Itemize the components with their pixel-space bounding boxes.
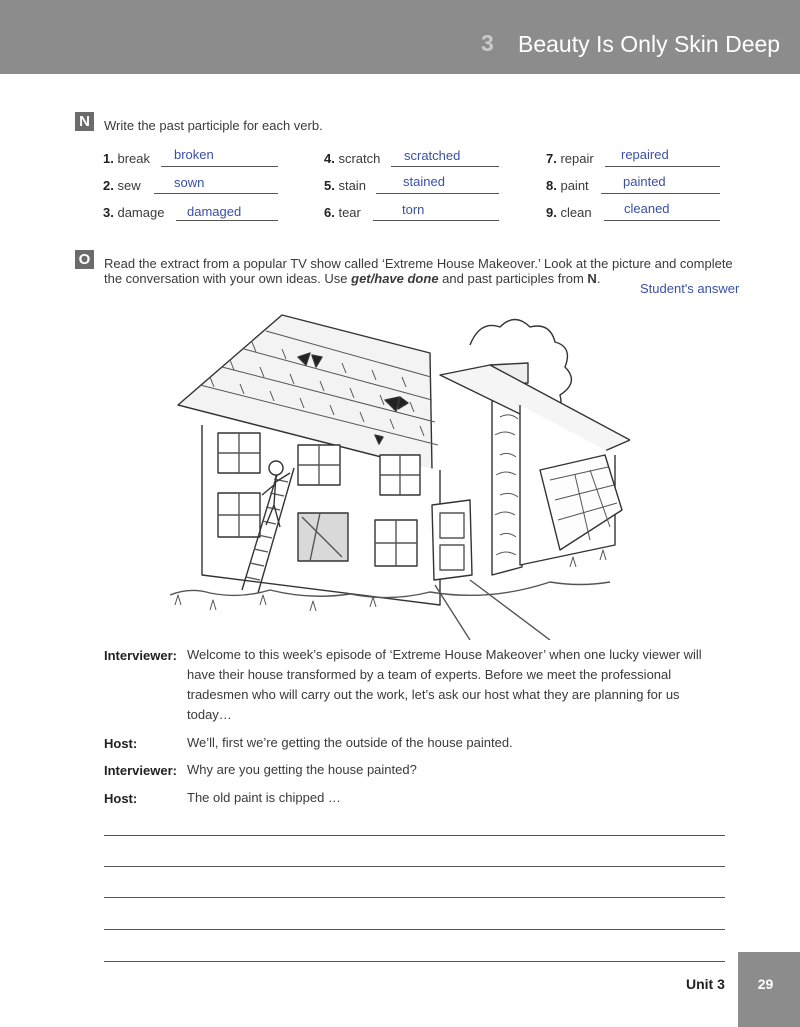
item-verb: clean [560,205,592,220]
answer-text-1: broken [174,147,214,162]
exercise-item-5 [324,178,366,193]
item-verb: paint [560,178,589,193]
item-number: 3. [103,205,114,220]
writing-line[interactable] [104,929,725,930]
painter [269,461,283,475]
instruction-ref: N [587,271,597,286]
dialogue-speaker-4: Host: [104,791,138,806]
item-number: 5. [324,178,335,193]
exercise-item-9 [546,205,592,220]
answer-text-4: scratched [404,148,461,163]
dialogue-text-1: Welcome to this week’s episode of ‘Extreme House Makeover’ when one lucky viewer will have their house transformed by a team of experts. Before we meet the professional tradesmen who will carry out the work, let’s ask our host what they are planning for us today… [187,647,702,722]
page-number: 29 [757,976,774,992]
answer-text-3: damaged [187,204,242,219]
item-verb: stain [338,178,366,193]
item-verb: scratch [338,151,381,166]
unit-number: 3 [481,30,494,56]
answer-text-5: stained [403,174,445,189]
answer-text-7: repaired [621,147,669,162]
exercise-item-4 [324,151,380,166]
answer-field-2[interactable] [154,179,278,194]
item-verb: sew [117,178,141,193]
dialogue-text-3: Why are you getting the house painted? [187,762,417,777]
exercise-item-1 [103,151,150,166]
writing-line[interactable] [104,835,725,836]
exercise-item-8 [546,178,589,193]
instruction-end: . [596,271,601,286]
writing-line[interactable] [104,961,725,962]
exercise-item-7 [546,151,594,166]
dialogue-speaker-2: Host: [104,736,138,751]
item-number: 4. [324,151,335,166]
instruction-line-1: Read the extract from a popular TV show called ‘Extreme House Makeover.’ Look at the picture and complete [104,256,733,271]
dialogue-speaker-1: Interviewer: [104,648,177,663]
item-number: 9. [546,205,557,220]
dialogue-text-2: We’ll, first we’re getting the outside of the house painted. [187,735,513,750]
section-o-badge: O [75,250,94,269]
instruction-emphasis: get/have done [351,271,439,286]
instruction-line-2: the conversation with your own ideas. Use [104,271,352,286]
exercise-item-6 [324,205,361,220]
item-number: 2. [103,178,114,193]
exercise-item-2 [103,178,141,193]
house-illustration [170,305,630,640]
answer-text-6: torn [402,202,425,217]
page-header [0,0,800,74]
writing-line[interactable] [104,866,725,867]
answer-text-9: cleaned [624,201,670,216]
item-verb: break [117,151,150,166]
front-door [432,500,472,580]
front-path [435,580,550,640]
footer-unit-label: Unit 3 [686,976,725,992]
item-verb: damage [117,205,165,220]
item-verb: repair [560,151,594,166]
item-number: 7. [546,151,557,166]
item-number: 8. [546,178,557,193]
section-n-instruction: Write the past participle for each verb. [104,118,323,133]
instruction-mid: and past participles from [438,271,588,286]
answer-text-2: sown [174,175,205,190]
item-verb: tear [338,205,361,220]
answer-text-8: painted [623,174,666,189]
dialogue-speaker-3: Interviewer: [104,763,177,778]
writing-line[interactable] [104,897,725,898]
dialogue-text-4: The old paint is chipped … [187,790,341,805]
student-answer-note: Student's answer [640,281,740,296]
section-n-badge: N [75,112,94,131]
exercise-item-3 [103,205,164,220]
item-number: 1. [103,151,114,166]
page-title: Beauty Is Only Skin Deep [518,31,781,57]
item-number: 6. [324,205,335,220]
answer-field-6[interactable] [373,206,499,221]
